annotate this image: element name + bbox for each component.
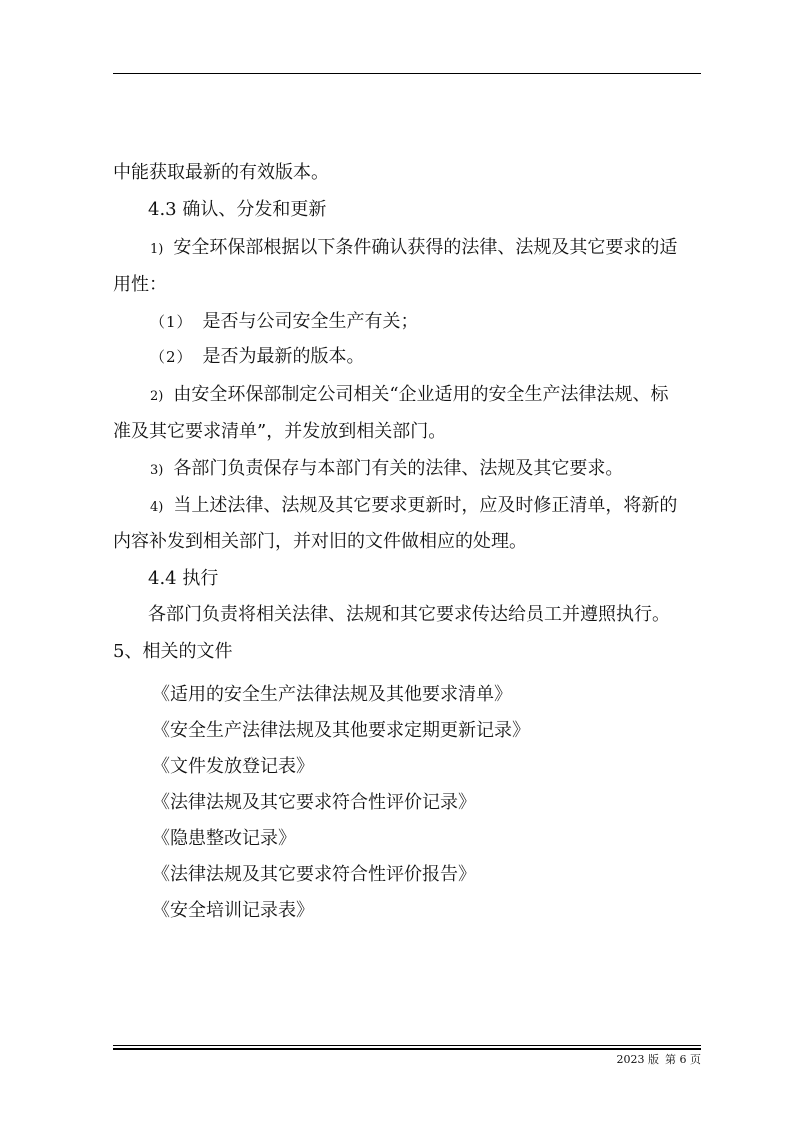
paragraph-4-4: 各部门负责将相关法律、法规和其它要求传达给员工并遵照执行。 bbox=[148, 604, 670, 625]
list-number: 2) bbox=[150, 389, 164, 404]
footer-rule-thick bbox=[113, 1048, 701, 1050]
sub-item-number: （2） bbox=[150, 348, 193, 366]
paragraph-line: 中能获取最新的有效版本。 bbox=[113, 162, 329, 183]
list-item-1 bbox=[150, 236, 677, 262]
list-item-2 bbox=[150, 383, 669, 409]
page-footer bbox=[617, 1053, 702, 1067]
section-heading-4-3: 4.3 确认、分发和更新 bbox=[148, 199, 327, 220]
sub-item-text: 是否与公司安全生产有关； bbox=[202, 311, 419, 332]
list-number: 4) bbox=[150, 500, 164, 515]
list-number: 3) bbox=[150, 463, 164, 478]
list-item-text: 当上述法律、法规及其它要求更新时，应及时修正清单，将新的 bbox=[173, 495, 678, 516]
sub-item-number: （1） bbox=[150, 313, 193, 331]
section-heading-4-4: 4.4 执行 bbox=[148, 568, 219, 589]
related-document: 《文件发放登记表》 bbox=[152, 756, 314, 777]
header-rule bbox=[113, 73, 701, 74]
list-item-1-continuation: 用性： bbox=[113, 274, 167, 295]
list-item-text: 安全环保部根据以下条件确认获得的法律、法规及其它要求的适 bbox=[173, 237, 678, 258]
list-item-text: 由安全环保部制定公司相关“企业适用的安全生产法律法规、标 bbox=[173, 384, 669, 405]
footer-page-number: 第 6 页 bbox=[665, 1053, 701, 1066]
related-document: 《法律法规及其它要求符合性评价报告》 bbox=[152, 864, 476, 885]
sub-item-2 bbox=[150, 345, 365, 369]
list-item-4-continuation: 内容补发到相关部门，并对旧的文件做相应的处理。 bbox=[113, 531, 527, 552]
list-item-2-continuation: 准及其它要求清单”，并发放到相关部门。 bbox=[113, 421, 447, 442]
footer-rule bbox=[113, 1045, 701, 1046]
list-number: 1) bbox=[150, 242, 164, 257]
sub-item-text: 是否为最新的版本。 bbox=[202, 346, 365, 367]
list-item-text: 各部门负责保存与本部门有关的法律、法规及其它要求。 bbox=[173, 458, 624, 479]
related-document: 《安全培训记录表》 bbox=[152, 900, 314, 921]
section-heading-5: 5、相关的文件 bbox=[113, 641, 233, 662]
related-document: 《隐患整改记录》 bbox=[152, 828, 296, 849]
sub-item-1 bbox=[150, 310, 419, 334]
related-document: 《安全生产法律法规及其他要求定期更新记录》 bbox=[152, 720, 530, 741]
list-item-3 bbox=[150, 457, 623, 483]
related-document: 《适用的安全生产法律法规及其他要求清单》 bbox=[152, 684, 512, 705]
footer-version: 2023 版 bbox=[616, 1053, 659, 1066]
related-document: 《法律法规及其它要求符合性评价记录》 bbox=[152, 792, 476, 813]
list-item-4 bbox=[150, 494, 677, 520]
